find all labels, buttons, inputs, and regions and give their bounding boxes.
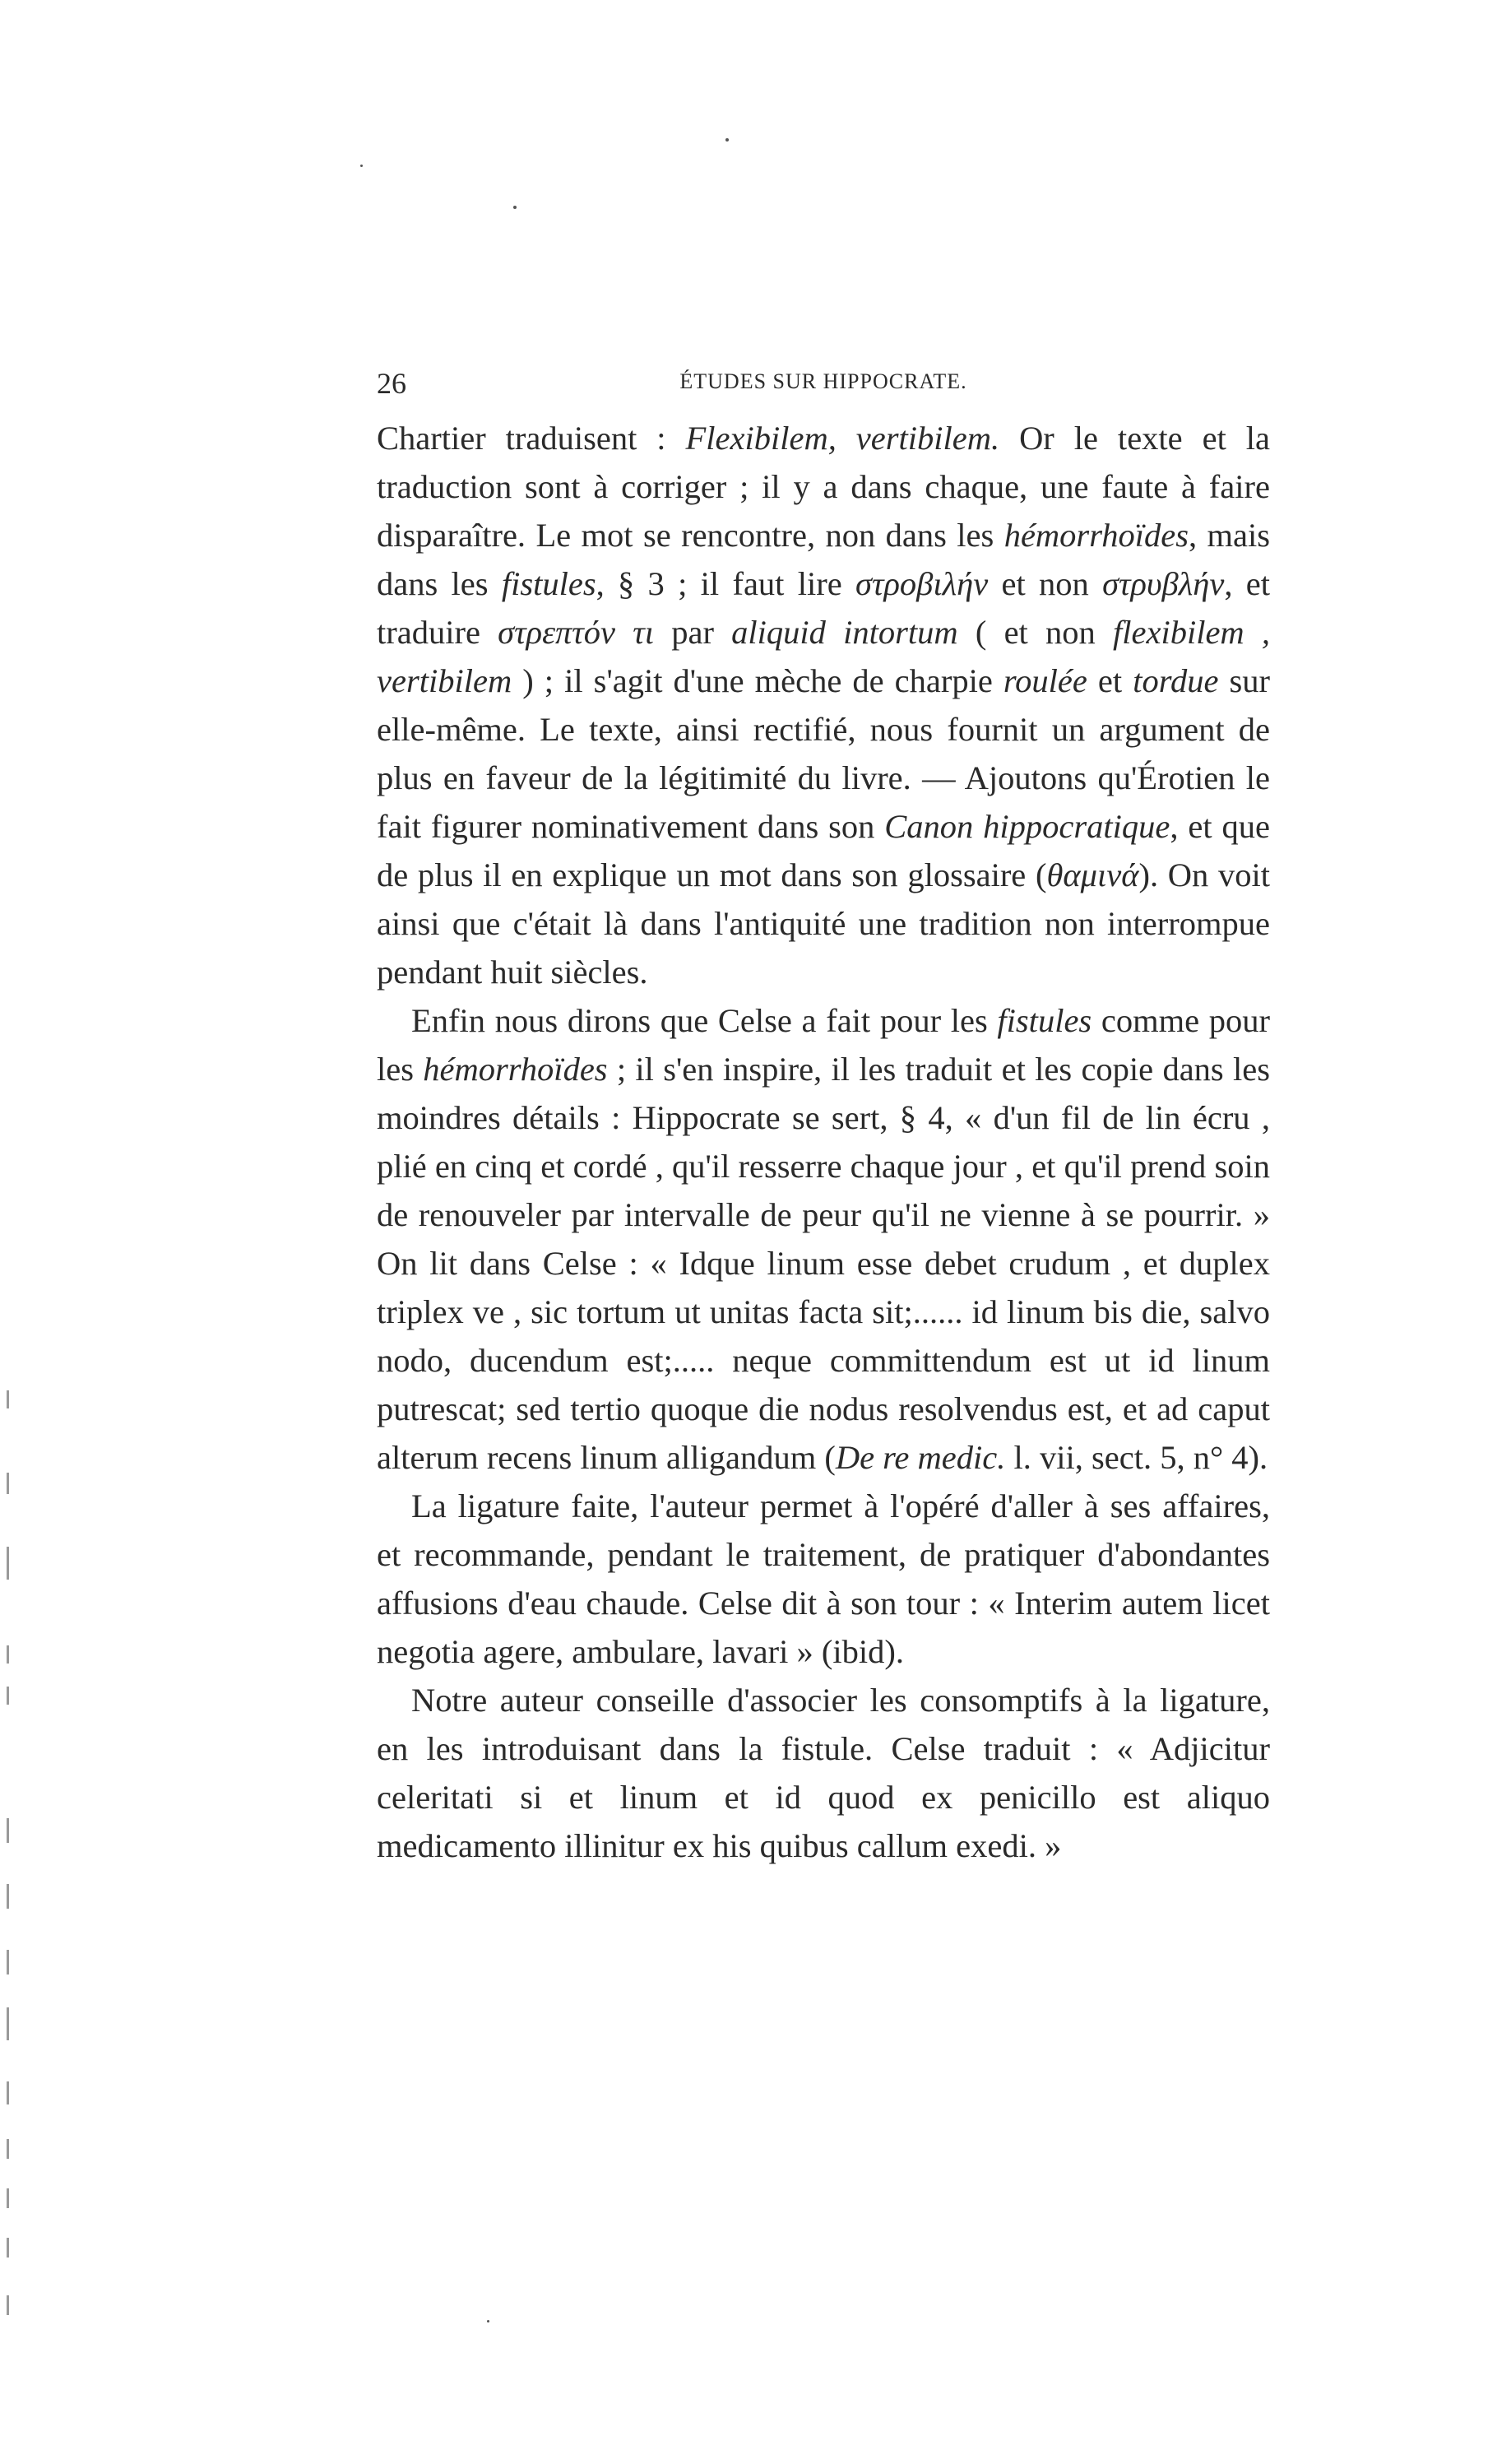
text-run: l. vii, sect. 5, n° 4). bbox=[1005, 1439, 1268, 1476]
scan-margin-mark bbox=[7, 2081, 9, 2104]
text-run: et non bbox=[988, 565, 1103, 602]
italic-text: aliquid intortum bbox=[731, 614, 958, 651]
scan-margin-mark bbox=[7, 1818, 9, 1843]
text-run: ) ; il s'agit d'une mèche de charpie bbox=[512, 662, 1003, 699]
italic-text: flexibilem , vertibilem bbox=[377, 614, 1271, 699]
text-run: La ligature faite, l'auteur permet à l'opéré d'aller à ses affaires, et recommande, pendant le traitement, de pratiquer d'abondantes affusions d'eau chaude. Celse dit à son tour : « Interim autem licet negotia agere, ambulare, lavari » (ibid). bbox=[377, 1487, 1270, 1670]
italic-text: Flexibilem, vertibilem. bbox=[685, 420, 1000, 457]
running-head bbox=[377, 366, 1270, 402]
scan-margin-mark bbox=[7, 2238, 9, 2258]
text-run: ; il s'en inspire, il les traduit et les copie dans les moindres détails : Hippocrate se sert, § 4, « d'un fil de lin écru , plié en cinq et cordé , qu'il resserre chaque jour , et qu'il prend soin de renouveler par intervalle de peur qu'il ne vienne à se pourrir. » On lit dans Celse : « Idque linum esse debet crudum , et duplex triplex ve , sic tortum ut unitas facta sit;...... id linum bis die, salvo nodo, ducendum est;..... neque committendum est ut id linum putrescat; sed tertio quoque die nodus resolvendus est, et ad caput alterum recens linum alligandum ( bbox=[377, 1051, 1270, 1476]
text-run: Notre auteur conseille d'associer les consomptifs à la ligature, en les introduisant dans la fistule. Celse traduit : « Adjicitur celeritati si et linum et id quod ex penicillo est aliquo medicamento illinitur ex his quibus callum exedi. » bbox=[377, 1682, 1270, 1864]
scan-speck bbox=[360, 165, 363, 167]
text-run: ( et non bbox=[957, 614, 1113, 651]
text-run: Enfin nous dirons que Celse a fait pour les bbox=[411, 1002, 998, 1039]
scan-margin-mark bbox=[7, 1884, 9, 1909]
text-run: , mais dans les bbox=[377, 517, 1270, 602]
scan-speck bbox=[725, 138, 729, 142]
italic-text: tordue bbox=[1133, 662, 1219, 699]
scan-speck bbox=[487, 2320, 489, 2322]
scan-speck bbox=[513, 206, 517, 209]
italic-text: στροβιλήν bbox=[855, 565, 989, 602]
italic-text: roulée bbox=[1003, 662, 1087, 699]
paragraph bbox=[377, 1482, 1270, 1676]
body-text bbox=[377, 414, 1270, 1870]
italic-text: hémorrhoïdes bbox=[1003, 517, 1189, 554]
running-title: ÉTUDES SUR HIPPOCRATE. bbox=[679, 369, 967, 393]
text-run: Chartier traduisent : bbox=[377, 420, 686, 457]
paragraph bbox=[377, 996, 1270, 1482]
text-run: , § 3 ; il faut lire bbox=[596, 565, 855, 602]
italic-text: fistules bbox=[997, 1002, 1092, 1039]
scan-margin-mark bbox=[7, 1645, 9, 1664]
scan-margin-mark bbox=[7, 1687, 9, 1705]
scan-margin-mark bbox=[7, 2007, 9, 2040]
scan-margin-mark bbox=[7, 2139, 9, 2159]
italic-text: στρεπτόν τι bbox=[498, 614, 654, 651]
paragraph bbox=[377, 1676, 1270, 1870]
text-run: sur elle-même. Le texte, ainsi rectifié, nous fournit un argument de plus en faveur de la légitimité du livre. — Ajoutons qu'Érotien le fait figurer nominativement dans son bbox=[377, 662, 1270, 845]
scan-margin-mark bbox=[7, 1473, 9, 1494]
text-run: , et que de plus il en explique un mot dans son glossaire ( bbox=[377, 808, 1270, 893]
scan-margin-mark bbox=[7, 2295, 9, 2315]
scan-margin-mark bbox=[7, 2188, 9, 2208]
text-run: ). On voit ainsi que c'était là dans l'antiquité une tradition non interrompue pendant huit siècles. bbox=[377, 856, 1270, 991]
text-run: et bbox=[1087, 662, 1133, 699]
italic-text: hémorrhoïdes bbox=[423, 1051, 608, 1088]
paragraph bbox=[377, 414, 1270, 996]
italic-text: στρυβλήν bbox=[1102, 565, 1225, 602]
page-number: 26 bbox=[377, 367, 406, 400]
scan-margin-mark bbox=[7, 1547, 9, 1580]
scan-margin-mark bbox=[7, 1950, 9, 1974]
text-run: comme pour les bbox=[377, 1002, 1270, 1088]
book-page bbox=[377, 366, 1270, 1870]
italic-text: fistules bbox=[501, 565, 596, 602]
italic-text: θαμινά bbox=[1046, 856, 1139, 893]
text-run: , et traduire bbox=[377, 565, 1270, 651]
italic-text: Canon hippocratique bbox=[884, 808, 1170, 845]
italic-text: De re medic. bbox=[835, 1439, 1006, 1476]
text-run: Or le texte et la traduction sont à corriger ; il y a dans chaque, une faute à faire disparaître. Le mot se rencontre, non dans les bbox=[377, 420, 1271, 554]
scan-margin-mark bbox=[7, 1390, 9, 1408]
text-run: par bbox=[654, 614, 732, 651]
